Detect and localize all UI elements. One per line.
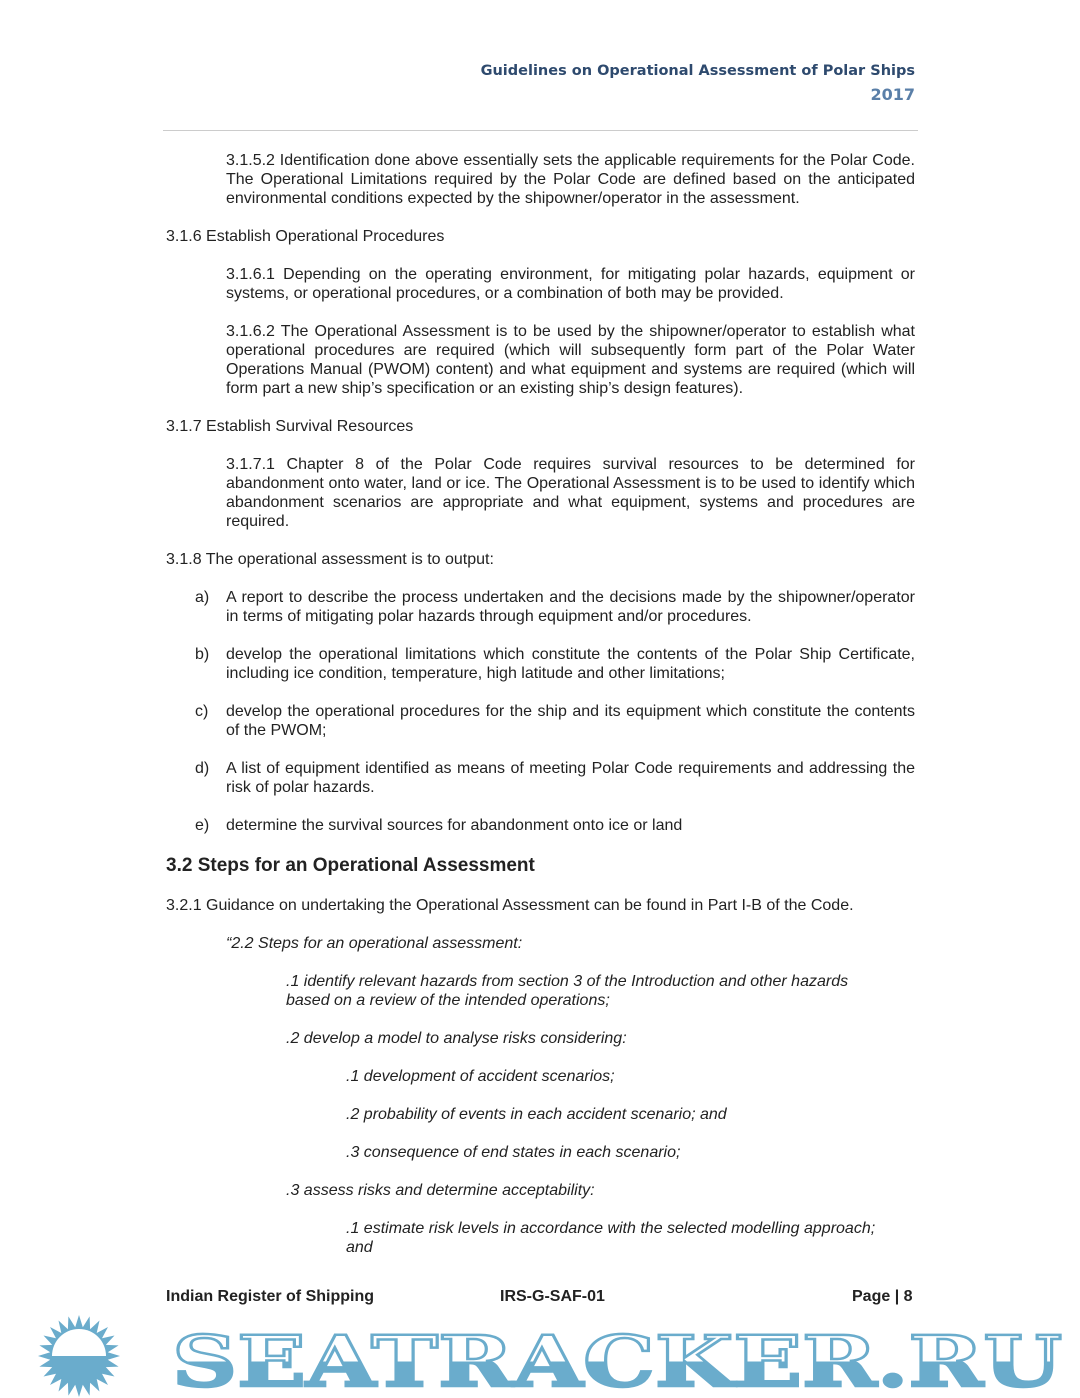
list-letter: c)	[195, 703, 209, 720]
list-letter: a)	[195, 589, 210, 606]
list-text: A list of equipment identified as means of meeting Polar Code requirements and addressing the risk of polar hazards.	[226, 760, 915, 796]
list-item	[195, 702, 915, 740]
quote-step-2-2: .2 probability of events in each accident scenario; and	[346, 1106, 727, 1123]
list-text: A report to describe the process undertaken and the decisions made by the shipowner/operator in terms of mitigating polar hazards through equipment and/or procedures.	[226, 589, 915, 625]
footer-doc-id: IRS-G-SAF-01	[500, 1288, 605, 1305]
paragraph-3-1-6-2: 3.1.6.2 The Operational Assessment is to be used by the shipowner/operator to establish what operational procedures are required (which will subsequently form part of the Polar Water Operations Manual (PWOM) content) and what equipment and systems are required (which will form part a new ship’s specification or an existing ship’s design features).	[226, 323, 915, 397]
header-year: 2017	[870, 85, 915, 104]
quote-step-3-1: .1 estimate risk levels in accordance with the selected modelling approach; and	[346, 1220, 876, 1256]
header-title: Guidelines on Operational Assessment of Polar Ships	[480, 63, 915, 79]
list-item	[195, 645, 915, 683]
section-heading-3-2: 3.2 Steps for an Operational Assessment	[166, 855, 535, 876]
paragraph-3-1-7-1: 3.1.7.1 Chapter 8 of the Polar Code requires survival resources to be determined for abandonment onto water, land or ice. The Operational Assessment is to be used to identify which abandonment scenarios are appropriate and what equipment, systems and procedures are required.	[226, 456, 915, 530]
list-letter: d)	[195, 760, 210, 777]
quote-heading: “2.2 Steps for an operational assessment:	[226, 935, 523, 952]
heading-3-1-6: 3.1.6 Establish Operational Procedures	[166, 228, 445, 245]
watermark-text: SEATRACKER.RU	[172, 1320, 1062, 1398]
document-body	[166, 151, 1062, 1398]
paragraph-3-2-1: 3.2.1 Guidance on undertaking the Operational Assessment can be found in Part I-B of the Code.	[166, 897, 854, 914]
quote-step-1: .1 identify relevant hazards from section 3 of the Introduction and other hazards based on a review of the intended operations;	[286, 973, 849, 1009]
heading-3-1-7: 3.1.7 Establish Survival Resources	[166, 418, 414, 435]
list-item	[195, 816, 915, 835]
list-item	[195, 588, 915, 626]
list-text: determine the survival sources for abandonment onto ice or land	[226, 817, 683, 834]
list-text: develop the operational procedures for the ship and its equipment which constitute the contents of the PWOM;	[226, 703, 915, 739]
list-text: develop the operational limitations which constitute the contents of the Polar Ship Certificate, including ice condition, temperature, high latitude and other limitations;	[226, 646, 915, 682]
footer	[166, 1287, 915, 1306]
paragraph-3-1-6-1: 3.1.6.1 Depending on the operating environment, for mitigating polar hazards, equipment or systems, or operational procedures, or a combination of both may be provided.	[226, 266, 915, 302]
footer-page-number: Page | 8	[852, 1288, 913, 1305]
paragraph-3-1-5-2: 3.1.5.2 Identification done above essentially sets the applicable requirements for the Polar Code. The Operational Limitations required by the Polar Code are defined based on the anticipated environmental conditions expected by the shipowner/operator in the assessment.	[226, 152, 915, 207]
quote-step-3: .3 assess risks and determine acceptability:	[286, 1182, 595, 1199]
list-letter: b)	[195, 646, 210, 663]
footer-organization: Indian Register of Shipping	[166, 1288, 374, 1305]
watermark-logo	[0, 1314, 1080, 1398]
list-letter: e)	[195, 817, 210, 834]
quote-step-2: .2 develop a model to analyse risks considering:	[286, 1030, 627, 1047]
sun-icon	[38, 1315, 120, 1397]
quote-step-2-3: .3 consequence of end states in each scenario;	[346, 1144, 681, 1161]
list-item	[195, 759, 915, 797]
quote-step-2-1: .1 development of accident scenarios;	[346, 1068, 615, 1085]
heading-3-1-8: 3.1.8 The operational assessment is to output:	[166, 551, 494, 568]
header-divider	[163, 130, 918, 131]
